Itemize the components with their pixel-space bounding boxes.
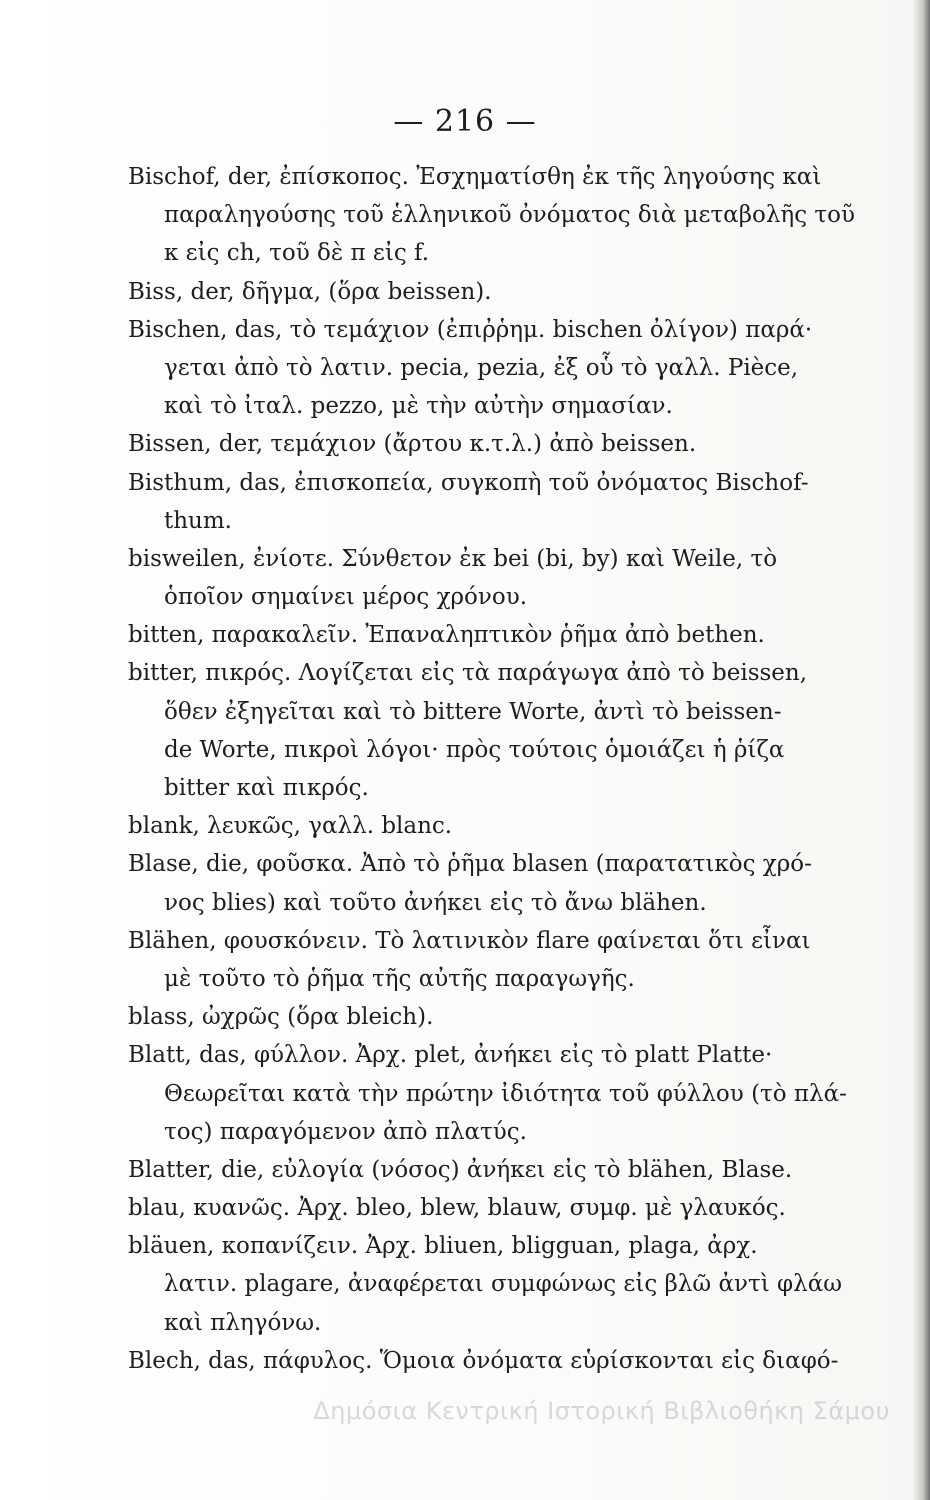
entry-continuation: γεται ἀπὸ τὸ λατιν. pecia, pezia, ἐξ οὗ τὸ γαλλ. Pièce, bbox=[164, 354, 799, 381]
dictionary-entry bbox=[128, 1342, 896, 1380]
entry-headline: Blase, die, φοῦσκα. Ἀπὸ τὸ ῥῆμα blasen (παρατατικὸς χρό- bbox=[128, 851, 812, 878]
entry-continuation: παραληγούσης τοῦ ἑλληνικοῦ ὀνόματος διὰ μεταβολῆς τοῦ bbox=[164, 202, 855, 229]
entry-continuation: καὶ πληγόνω. bbox=[164, 1309, 322, 1336]
dictionary-entry bbox=[128, 311, 896, 426]
entry-continuation: de Worte, πικροὶ λόγοι· πρὸς τούτοις ὁμοιάζει ἡ ῥίζα bbox=[164, 736, 785, 763]
library-watermark: Δημόσια Κεντρική Ιστορική Βιβλιοθήκη Σάμου bbox=[313, 1397, 890, 1425]
dictionary-entry bbox=[128, 425, 896, 463]
entry-continuation: Θεωρεῖται κατὰ τὴν πρώτην ἰδιότητα τοῦ φύλλου (τὸ πλά- bbox=[164, 1080, 847, 1107]
dictionary-entry bbox=[128, 845, 896, 921]
dictionary-entry bbox=[128, 464, 896, 540]
dictionary-entry bbox=[128, 158, 896, 273]
entry-continuation: καὶ τὸ ἰταλ. pezzo, μὲ τὴν αὐτὴν σημασίαν. bbox=[164, 393, 673, 420]
entry-continuation: ὅθεν ἐξηγεῖται καὶ τὸ bittere Worte, ἀντὶ τὸ beissen- bbox=[164, 698, 782, 725]
page-number: — 216 — bbox=[393, 104, 537, 139]
entry-headline: Blech, das, πάφυλος. Ὅμοια ὀνόματα εὑρίσκονται εἰς διαφό- bbox=[128, 1347, 839, 1374]
page-edge-shadow bbox=[912, 0, 930, 1500]
dictionary-entry bbox=[128, 1151, 896, 1189]
entry-headline: Bissen, der, τεμάχιον (ἄρτου κ.τ.λ.) ἀπὸ beissen. bbox=[128, 431, 697, 458]
entry-headline: bitten, παρακαλεῖν. Ἐπαναληπτικὸν ῥῆμα ἀπὸ bethen. bbox=[128, 622, 765, 649]
dictionary-entry bbox=[128, 540, 896, 616]
entry-continuation: bitter καὶ πικρός. bbox=[164, 775, 369, 801]
entry-headline: Bischof, der, ἐπίσκοπος. Ἐσχηματίσθη ἐκ τῆς ληγούσης καὶ bbox=[128, 164, 822, 190]
entry-continuation: ὁποῖον σημαίνει μέρος χρόνου. bbox=[164, 584, 528, 611]
dictionary-entry bbox=[128, 273, 896, 311]
entry-continuation: κ εἰς ch, τοῦ δὲ π εἰς f. bbox=[164, 240, 430, 267]
dictionary-entries bbox=[128, 158, 896, 1380]
entry-headline: bisweilen, ἐνίοτε. Σύνθετον ἐκ bei (bi, by) καὶ Weile, τὸ bbox=[128, 545, 778, 572]
entry-headline: Biss, der, δῆγμα, (ὅρα beissen). bbox=[128, 278, 492, 305]
entry-headline: Blähen, φουσκόνειν. Τὸ λατινικὸν flare φαίνεται ὅτι εἶναι bbox=[128, 927, 811, 954]
dictionary-entry bbox=[128, 807, 896, 845]
entry-headline: Blatter, die, εὐλογία (νόσος) ἀνήκει εἰς τὸ blähen, Blase. bbox=[128, 1156, 793, 1183]
dictionary-entry bbox=[128, 654, 896, 807]
dictionary-entry bbox=[128, 1036, 896, 1151]
entry-headline: Blatt, das, φύλλον. Ἀρχ. plet, ἀνήκει εἰς τὸ platt Platte· bbox=[128, 1042, 773, 1069]
dictionary-entry bbox=[128, 1227, 896, 1342]
entry-headline: Bischen, das, τὸ τεμάχιον (ἐπιῤῥημ. bischen ὀλίγον) παρά· bbox=[128, 316, 813, 343]
entry-continuation: τος) παραγόμενον ἀπὸ πλατύς. bbox=[164, 1118, 527, 1145]
entry-continuation: μὲ τοῦτο τὸ ῥῆμα τῆς αὐτῆς παραγωγῆς. bbox=[164, 965, 635, 992]
entry-continuation: νος blies) καὶ τοῦτο ἀνήκει εἰς τὸ ἄνω blähen. bbox=[164, 889, 707, 916]
entry-headline: blank, λευκῶς, γαλλ. blanc. bbox=[128, 813, 453, 840]
entry-continuation: λατιν. plagare, ἀναφέρεται συμφώνως εἰς βλῶ ἀντὶ φλάω bbox=[164, 1271, 843, 1298]
dictionary-entry bbox=[128, 998, 896, 1036]
entry-headline: Bisthum, das, ἐπισκοπεία, συγκοπὴ τοῦ ὀνόματος Bischof- bbox=[128, 469, 809, 496]
dictionary-entry bbox=[128, 1189, 896, 1227]
dictionary-entry bbox=[128, 616, 896, 654]
entry-headline: bitter, πικρός. Λογίζεται εἰς τὰ παράγωγα ἀπὸ τὸ beissen, bbox=[128, 660, 808, 687]
entry-continuation: thum. bbox=[164, 507, 232, 534]
entry-headline: bläuen, κοπανίζειν. Ἀρχ. bliuen, bligguan, plaga, ἀρχ. bbox=[128, 1233, 758, 1260]
entry-headline: blau, κυανῶς. Ἀρχ. bleo, blew, blauw, συμφ. μὲ γλαυκός. bbox=[128, 1195, 786, 1222]
dictionary-entry bbox=[128, 922, 896, 998]
entry-headline: blass, ὠχρῶς (ὅρα bleich). bbox=[128, 1004, 434, 1031]
